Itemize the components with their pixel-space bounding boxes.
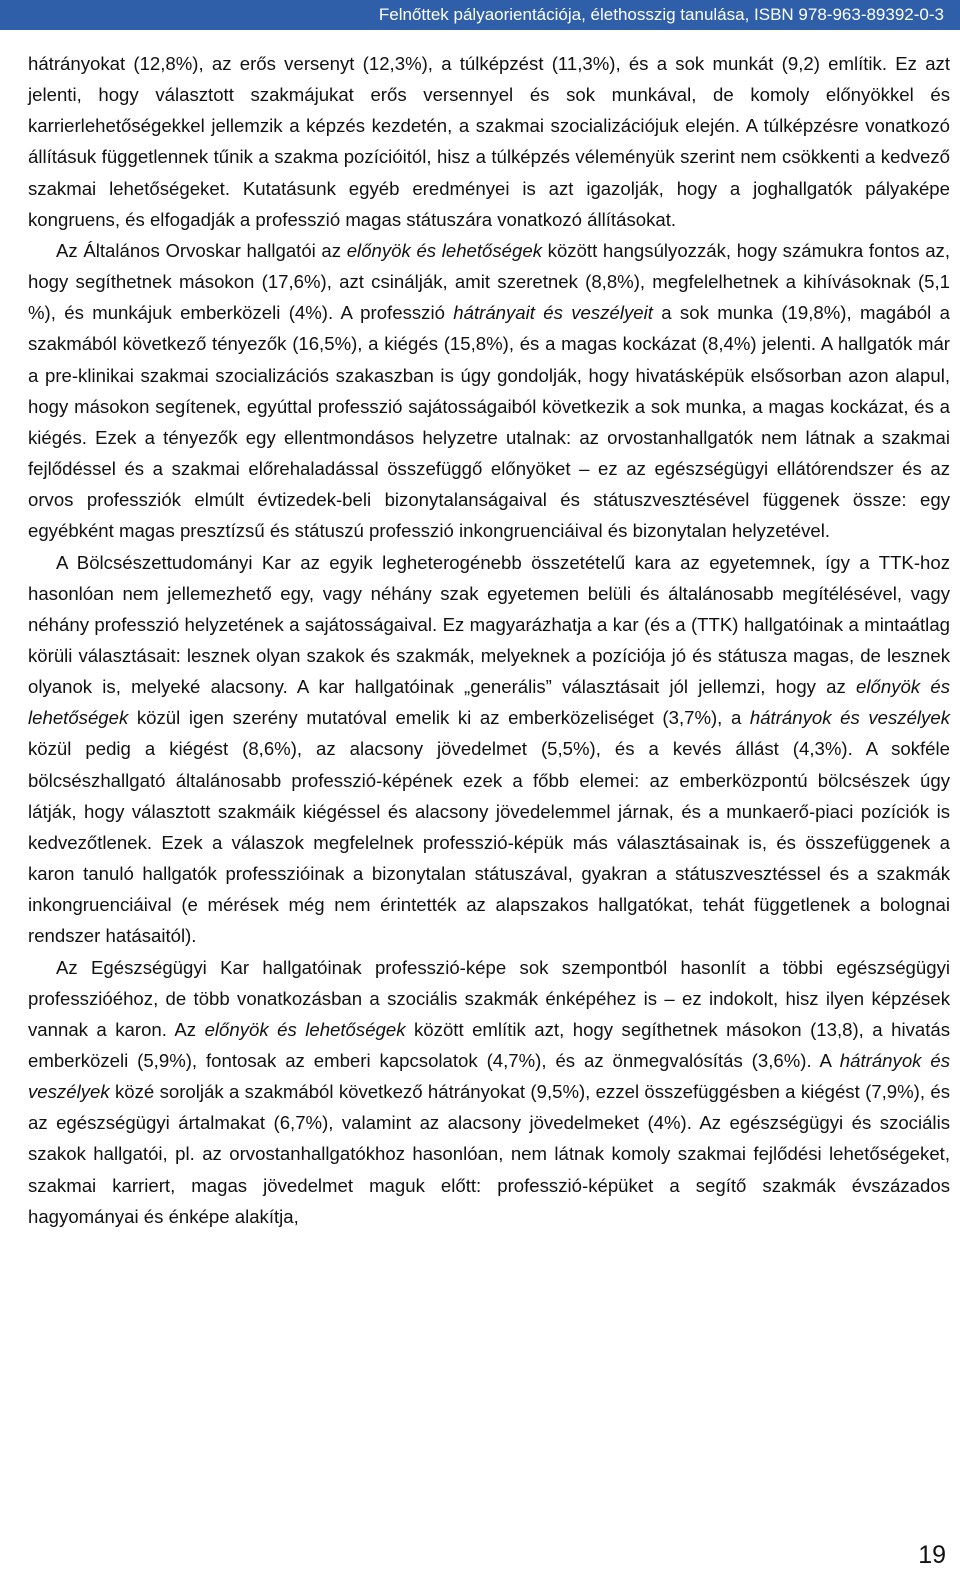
paragraph-health-faculty [28, 952, 950, 1232]
paragraph-law-students [28, 48, 950, 235]
running-header-title: Felnőttek pályaorientációja, élethosszig tanulása, ISBN 978-963-89392-0-3 [378, 5, 944, 24]
paragraph-medical-faculty [28, 235, 950, 547]
text-run: között hangsúlyozzák, hogy számukra fontos az, hogy segíthetnek másokon (17,6%), azt csinálják, amit szeretnek (8,8%), megfelelhetnek a kihívásoknak (5,1 %), és munkájuk emberközeli (4%). A professzió [28, 239, 951, 324]
text-run: közül pedig a kiégést (8,6%), az alacsony jövedelmet (5,5%), és a kevés állást (4,3%). A sokféle bölcsészhallgató általánosabb professzió-képének ezek a főbb elemei: az emberközpontú bölcsészek úgy látják, hogy választott szakmáik kiégéssel és alacsony jövedelemmel járnak, és a munkaerő-piaci pozíciók is kedvezőtlenek. Ezek a válaszok megfelelnek professzió-képük más választásainak is, és összefüggenek a karon tanuló hallgatók professzióinak a bizonytalan státuszával, gyakran a státuszvesztéssel és a szakmák inkongruenciáival (e mérések még nem érintették az alapszakos hallgatókat, tehát függetlenek a bolognai rendszer hatásaitól). [28, 738, 950, 947]
text-run: hátrányokat (12,8%), az erős versenyt (12,3%), a túlképzést (11,3%), és a sok munkát (9,2) említik. Ez azt jelenti, hogy választott szakmájukat erős versennyel és sok munkával, de komoly előnyökkel és karrierlehetőségekkel jellemzik a képzés kezdetén, a szakmai szocializációjuk elején. A túlképzésre vonatkozó állításuk függetlennek tűnik a szakma pozícióitól, hisz a túlképzés véleményük szerint nem csökkenti a kedvező szakmai lehetőségeket. Kutatásunk egyéb eredményei is azt igazolják, hogy a joghallgatók pályaképe kongruens, és elfogadják a professzió magas státuszára vonatkozó állításokat. [28, 53, 950, 230]
text-run: Az Általános Orvoskar hallgatói az [56, 239, 347, 261]
text-run: A Bölcsészettudományi Kar az egyik legheterogénebb összetételű kara az egyetemnek, így a TTK-hoz hasonlóan nem jellemezhető egy, vagy néhány szak egyetemen belüli és általánosabb megítélésével, vagy néhány professzió helyzetének a sajátosságaival. Ez magyarázhatja a kar (és a (TTK) hallgatóinak a mintaátlag körüli választásait: lesznek olyan szakok és szakmák, melyeknek a pozíciója jó és státusza magas, de lesznek olyanok is, melyeké alacsony. A kar hallgatóinak „generális” választásait jól jellemzi, hogy az [28, 551, 950, 698]
emphasized-phrase: hátrányok és veszélyek [749, 707, 950, 729]
emphasized-phrase: hátrányait és veszélyeit [453, 302, 653, 324]
text-run: közül igen szerény mutatóval emelik ki az emberközeliséget (3,7%), a [128, 707, 750, 729]
emphasized-phrase: előnyök és lehetőségek [346, 239, 543, 261]
emphasized-phrase: előnyök és lehetőségek [204, 1018, 406, 1040]
emphasized-phrase: hátrányok és veszélyek [28, 1050, 951, 1103]
running-header [0, 0, 960, 30]
text-run: Az Egészségügyi Kar hallgatóinak professzió-képe sok szempontból hasonlít a többi egészségügyi professzióéhoz, de több vonatkozásban a szociális szakmák énképéhez is – ez indokolt, hisz ilyen képzések vannak a karon. Az [28, 956, 950, 1040]
page-number: 19 [918, 1541, 946, 1569]
text-run: között említik azt, hogy segíthetnek másokon (13,8), a hivatás emberközeli (5,9%), fontosak az emberi kapcsolatok (4,7%), és az önmegvalósítás (3,6%). A [28, 1018, 951, 1071]
body-text [28, 48, 950, 1232]
text-run: a sok munka (19,8%), magából a szakmából következő tényezők (16,5%), a kiégés (15,8%), és a magas kockázat (8,4%) jelenti. A hallgatók már a pre-klinikai szakmai szocializációs szakaszban is úgy gondolják, hogy hivatásképük elsősorban azon alapul, hogy másokon segítenek, egyúttal professzió sajátosságaiból következik a sok munka, a magas kockázat, és a kiégés. Ezek a tényezők egy ellentmondásos helyzetre utalnak: az orvostanhallgatók nem látnak a szakmai fejlődéssel és a szakmai előrehaladással összefüggő előnyöket – ez az egészségügyi ellátórendszer és az orvos professziók elmúlt évtizedek-beli bizonytalanságaival és státuszvesztésével függenek össze: egy egyébként magas presztízsű és státuszú professzió inkongruenciáival és bizonytalan helyzetével. [28, 302, 950, 542]
emphasized-phrase: előnyök és lehetőségek [28, 676, 950, 729]
text-run: közé sorolják a szakmából következő hátrányokat (9,5%), ezzel összefüggésben a kiégést (7,9%), és az egészségügyi ártalmakat (6,7%), valamint az alacsony jövedelmeket (4%). Az egészségügyi és szociális szakok hallgatói, pl. az orvostanhallgatókhoz hasonlóan, nem látnak komoly szakmai fejlődési lehetőségeket, szakmai karriert, magas jövedelmet maguk előtt: professzió-képüket a segítő szakmák évszázados hagyományai és énképe alakítja, [28, 1081, 950, 1227]
paragraph-humanities-faculty [28, 547, 950, 952]
